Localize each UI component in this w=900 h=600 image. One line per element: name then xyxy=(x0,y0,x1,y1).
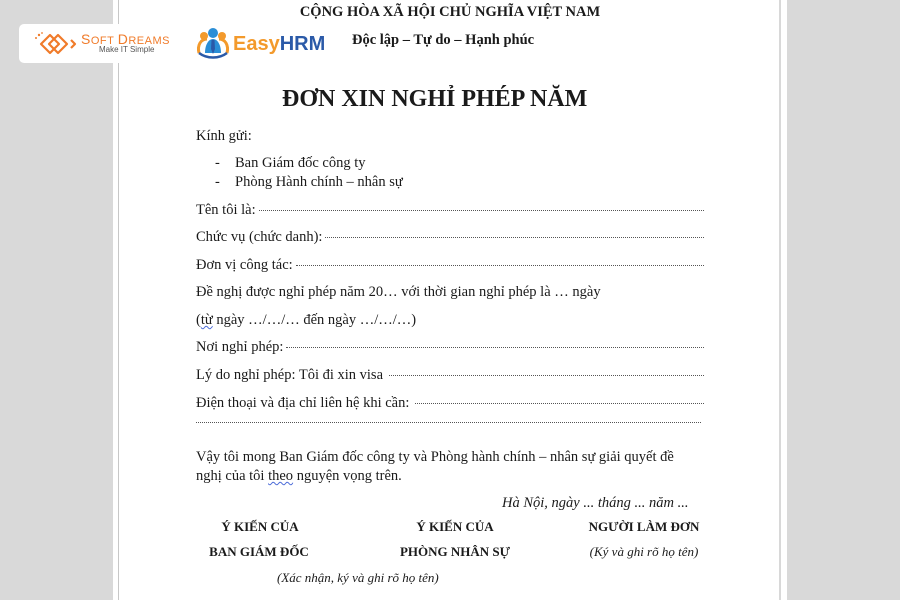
signature-applicant-note: (Ký và ghi rõ họ tên) xyxy=(589,544,699,559)
national-motto: Độc lập – Tự do – Hạnh phúc xyxy=(352,32,535,48)
easyhrm-wordmark: EasyHRM xyxy=(233,32,326,55)
softdreams-logo-icon xyxy=(33,29,77,59)
contact-blank-line2[interactable] xyxy=(196,422,701,423)
unit-label: Đơn vị công tác: xyxy=(196,257,293,273)
leave-request-line: Đề nghị được nghỉ phép năm 20… với thời gian nghỉ phép là … ngày xyxy=(196,284,601,300)
softdreams-logo xyxy=(19,24,191,63)
signature-hr-title: Ý KIẾN CỦA xyxy=(416,519,494,534)
name-field[interactable] xyxy=(196,202,704,219)
recipient-bullet: - xyxy=(215,174,220,190)
reason-blank[interactable] xyxy=(389,375,704,376)
spellcheck-word: từ xyxy=(200,312,213,328)
reason-field[interactable] xyxy=(196,367,704,384)
unit-blank[interactable] xyxy=(296,265,704,266)
signature-applicant-title: NGƯỜI LÀM ĐƠN xyxy=(588,519,700,534)
page-margin-line xyxy=(118,0,119,600)
salutation: Kính gửi: xyxy=(196,128,252,144)
name-label: Tên tôi là: xyxy=(196,202,256,218)
contact-label: Điện thoại và địa chỉ liên hệ khi cần: xyxy=(196,395,410,411)
closing-line-2: nghị của tôi theo nguyện vọng trên. xyxy=(196,468,402,484)
recipient-board: Ban Giám đốc công ty xyxy=(235,155,366,171)
contact-blank[interactable] xyxy=(415,403,704,404)
location-blank[interactable] xyxy=(286,347,704,348)
national-header: CỘNG HÒA XÃ HỘI CHỦ NGHĨA VIỆT NAM xyxy=(299,4,601,20)
unit-field[interactable] xyxy=(196,257,704,274)
reason-label: Lý do nghỉ phép: Tôi đi xin visa xyxy=(196,367,384,383)
signature-confirm-note: (Xác nhận, ký và ghi rõ họ tên) xyxy=(277,570,439,585)
softdreams-name: SOFT DREAMS xyxy=(81,31,170,47)
softdreams-tagline: Make IT Simple xyxy=(99,45,155,54)
people-group-icon xyxy=(195,27,231,61)
date-range-line: (từ ngày …/…/… đến ngày …/…/…) xyxy=(196,312,417,328)
position-label: Chức vụ (chức danh): xyxy=(196,229,323,245)
signature-board-subtitle: BAN GIÁM ĐỐC xyxy=(209,544,309,559)
recipient-hr: Phòng Hành chính – nhân sự xyxy=(235,174,403,190)
position-blank[interactable] xyxy=(325,237,704,238)
name-blank[interactable] xyxy=(259,210,704,211)
page-margin-line xyxy=(779,0,781,600)
document-title: ĐƠN XIN NGHỈ PHÉP NĂM xyxy=(282,86,588,112)
contact-field[interactable] xyxy=(196,395,704,412)
place-date: Hà Nội, ngày ... tháng ... năm ... xyxy=(502,495,689,511)
spellcheck-word: theo xyxy=(268,468,294,484)
signature-board-title: Ý KIẾN CỦA xyxy=(221,519,299,534)
location-label: Nơi nghỉ phép: xyxy=(196,339,284,355)
contact-field-continued[interactable] xyxy=(196,422,701,440)
recipient-bullet: - xyxy=(215,155,220,171)
signature-hr-subtitle: PHÒNG NHÂN SỰ xyxy=(399,544,511,559)
location-field[interactable] xyxy=(196,339,704,356)
closing-line-1: Vậy tôi mong Ban Giám đốc công ty và Phòng hành chính – nhân sự giải quyết đề xyxy=(196,449,674,465)
position-field[interactable] xyxy=(196,229,704,246)
easyhrm-logo xyxy=(195,27,325,61)
